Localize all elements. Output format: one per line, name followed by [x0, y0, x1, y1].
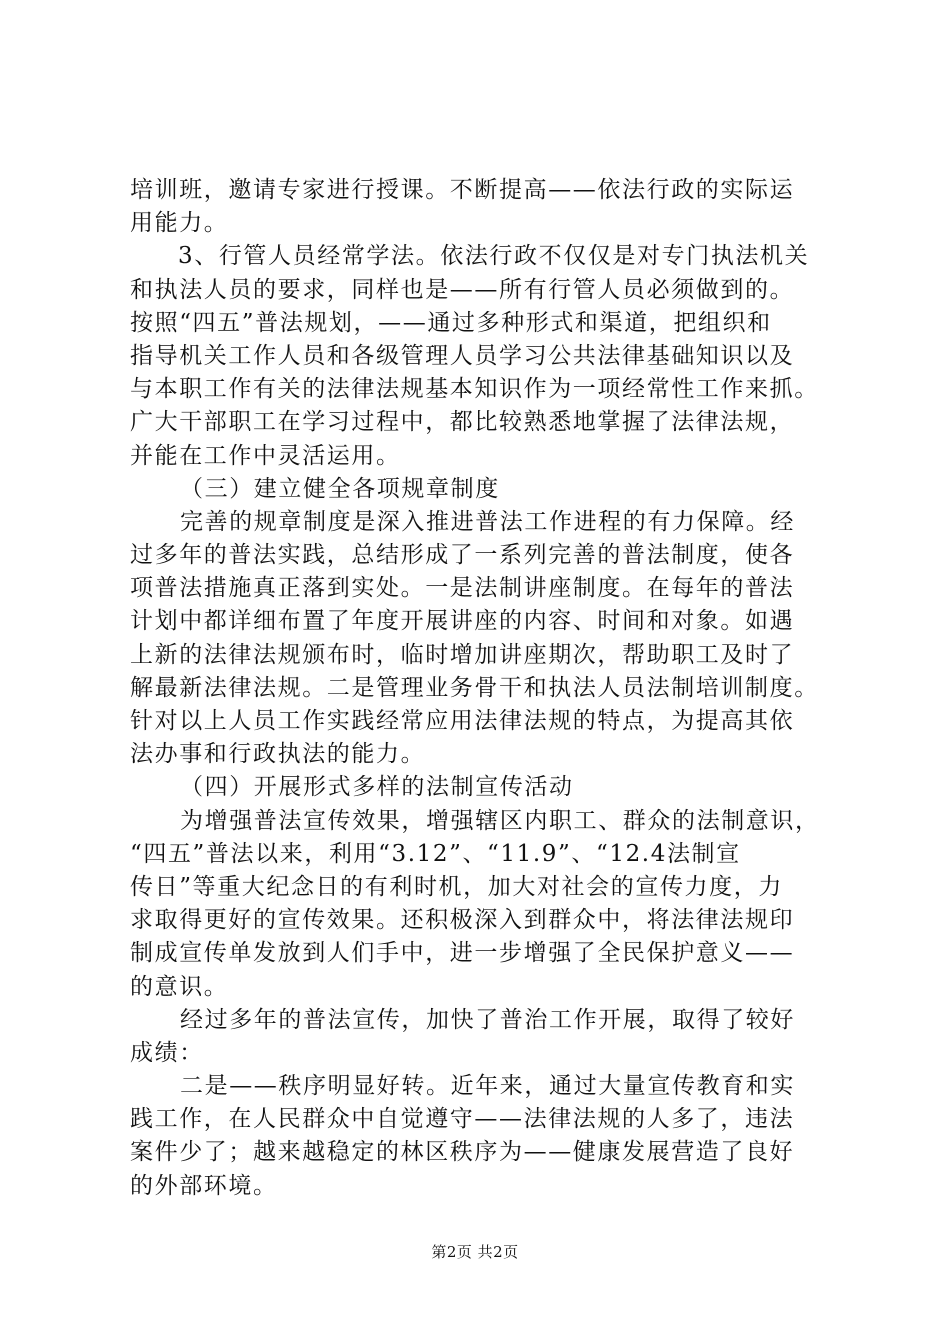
text-line: 上新的法律法规颁布时，临时增加讲座期次，帮助职工及时了 — [130, 641, 795, 668]
text-line: 传日”等重大纪念日的有利时机，加大对社会的宣传力度，力 — [130, 873, 783, 900]
text-line: 计划中都详细布置了年度开展讲座的内容、时间和对象。如遇 — [130, 608, 795, 635]
text-line: 经过多年的普法宣传，加快了普治工作开展，取得了较好 — [180, 1006, 795, 1033]
text-line: 完善的规章制度是深入推进普法工作进程的有力保障。经 — [180, 508, 795, 535]
text-line: 指导机关工作人员和各级管理人员学习公共法律基础知识以及 — [130, 342, 795, 369]
text-line: 为增强普法宣传效果，增强辖区内职工、群众的法制意识， — [180, 807, 820, 834]
text-line: 培训班，邀请专家进行授课。不断提高——依法行政的实际运 — [130, 177, 795, 203]
page-number-footer: 第2页 共2页 — [431, 1243, 519, 1261]
text-line: 制成宣传单发放到人们手中，进一步增强了全民保护意义—— — [130, 940, 795, 967]
text-line: 的外部环境。 — [130, 1172, 278, 1199]
text-line: 求取得更好的宣传效果。还积极深入到群众中，将法律法规印 — [130, 907, 795, 934]
text-line: 广大干部职工在学习过程中，都比较熟悉地掌握了法律法规， — [130, 409, 795, 436]
text-line: 二是——秩序明显好转。近年来，通过大量宣传教育和实 — [180, 1073, 795, 1100]
text-line: 用能力。 — [130, 210, 229, 237]
text-line: 与本职工作有关的法律法规基本知识作为一项经常性工作来抓。 — [130, 376, 819, 403]
text-line: 3、行管人员经常学法。依法行政不仅仅是对专门执法机关 — [178, 243, 810, 270]
text-line: 按照“四五”普法规划，——通过多种形式和渠道，把组织和 — [130, 309, 772, 336]
text-line: 针对以上人员工作实践经常应用法律法规的特点，为提高其依 — [130, 708, 795, 734]
text-line: 和执法人员的要求，同样也是——所有行管人员必须做到的。 — [130, 276, 795, 303]
text-line: 法办事和行政执法的能力。 — [130, 741, 426, 768]
section-heading: （四）开展形式多样的法制宣传活动 — [180, 774, 574, 801]
text-line: 过多年的普法实践，总结形成了一系列完善的普法制度，使各 — [130, 542, 795, 569]
text-line: 案件少了；越来越稳定的林区秩序为——健康发展营造了良好 — [130, 1139, 795, 1166]
section-heading: （三）建立健全各项规章制度 — [180, 475, 500, 502]
text-line: 并能在工作中灵活运用。 — [130, 442, 401, 469]
text-line: “四五”普法以来，利用“3.12”、“11.9”、“12.4法制宣 — [130, 840, 741, 867]
text-line: 成绩： — [130, 1039, 204, 1066]
text-line: 的意识。 — [130, 973, 229, 1000]
text-line: 项普法措施真正落到实处。一是法制讲座制度。在每年的普法 — [130, 575, 795, 602]
text-line: 解最新法律法规。二是管理业务骨干和执法人员法制培训制度。 — [130, 674, 819, 701]
body-text — [130, 174, 830, 1203]
text-line: 践工作，在人民群众中自觉遵守——法律法规的人多了，违法 — [130, 1106, 795, 1133]
